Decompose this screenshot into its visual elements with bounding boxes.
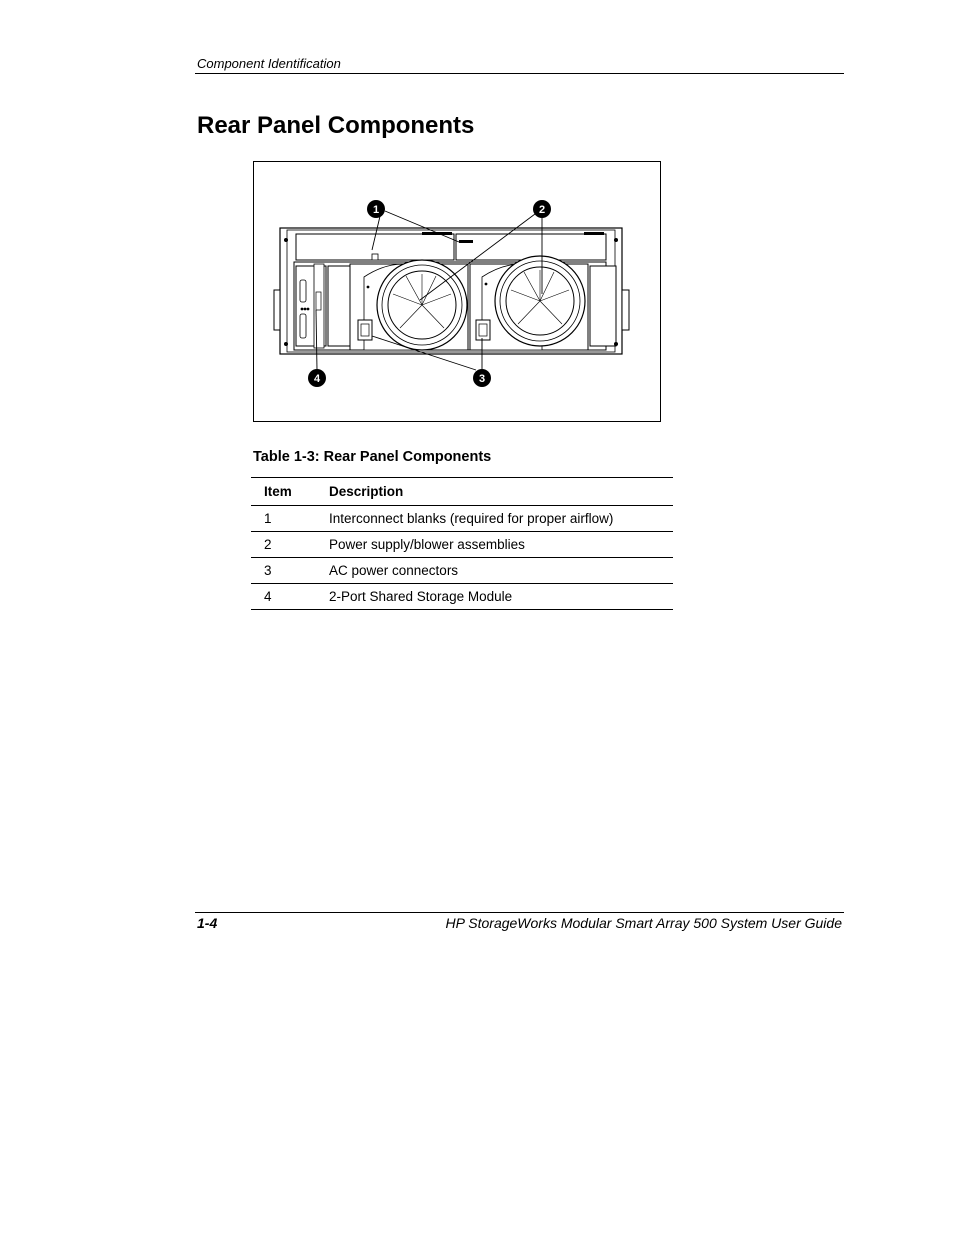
guide-title: HP StorageWorks Modular Smart Array 500 System User Guide xyxy=(445,915,842,931)
item-cell: 3 xyxy=(251,558,329,584)
callout-4 xyxy=(308,369,326,387)
storage-module xyxy=(296,264,326,348)
page-number: 1-4 xyxy=(197,915,218,931)
table-header-row xyxy=(251,478,673,506)
footer-rule xyxy=(195,912,844,913)
description-cell: 2-Port Shared Storage Module xyxy=(329,584,673,610)
running-header: Component Identification xyxy=(197,56,341,71)
callout-1 xyxy=(367,200,385,218)
item-cell: 4 xyxy=(251,584,329,610)
table-row xyxy=(251,584,673,610)
table-row xyxy=(251,532,673,558)
interconnect-blanks xyxy=(296,232,606,260)
rear-panel-figure xyxy=(253,161,661,422)
header-rule xyxy=(195,73,844,74)
item-cell: 1 xyxy=(251,506,329,532)
column-header-item: Item xyxy=(251,478,329,506)
item-cell: 2 xyxy=(251,532,329,558)
callout-3-label: 3 xyxy=(478,373,486,385)
description-cell: Interconnect blanks (required for proper airflow) xyxy=(329,506,673,532)
table-caption: Table 1-3: Rear Panel Components xyxy=(253,449,492,465)
description-cell: Power supply/blower assemblies xyxy=(329,532,673,558)
description-cell: AC power connectors xyxy=(329,558,673,584)
table-row xyxy=(251,558,673,584)
column-header-description: Description xyxy=(329,478,673,506)
callout-2-label: 2 xyxy=(538,204,546,216)
callout-1-label: 1 xyxy=(372,204,380,216)
table-row xyxy=(251,506,673,532)
power-supply-left xyxy=(350,260,468,350)
power-supply-right xyxy=(470,256,588,350)
callout-4-label: 4 xyxy=(313,373,321,385)
components-table xyxy=(251,477,673,610)
rear-panel-illustration xyxy=(254,162,662,423)
callout-2 xyxy=(533,200,551,218)
callout-3 xyxy=(473,369,491,387)
page-title: Rear Panel Components xyxy=(197,112,475,139)
